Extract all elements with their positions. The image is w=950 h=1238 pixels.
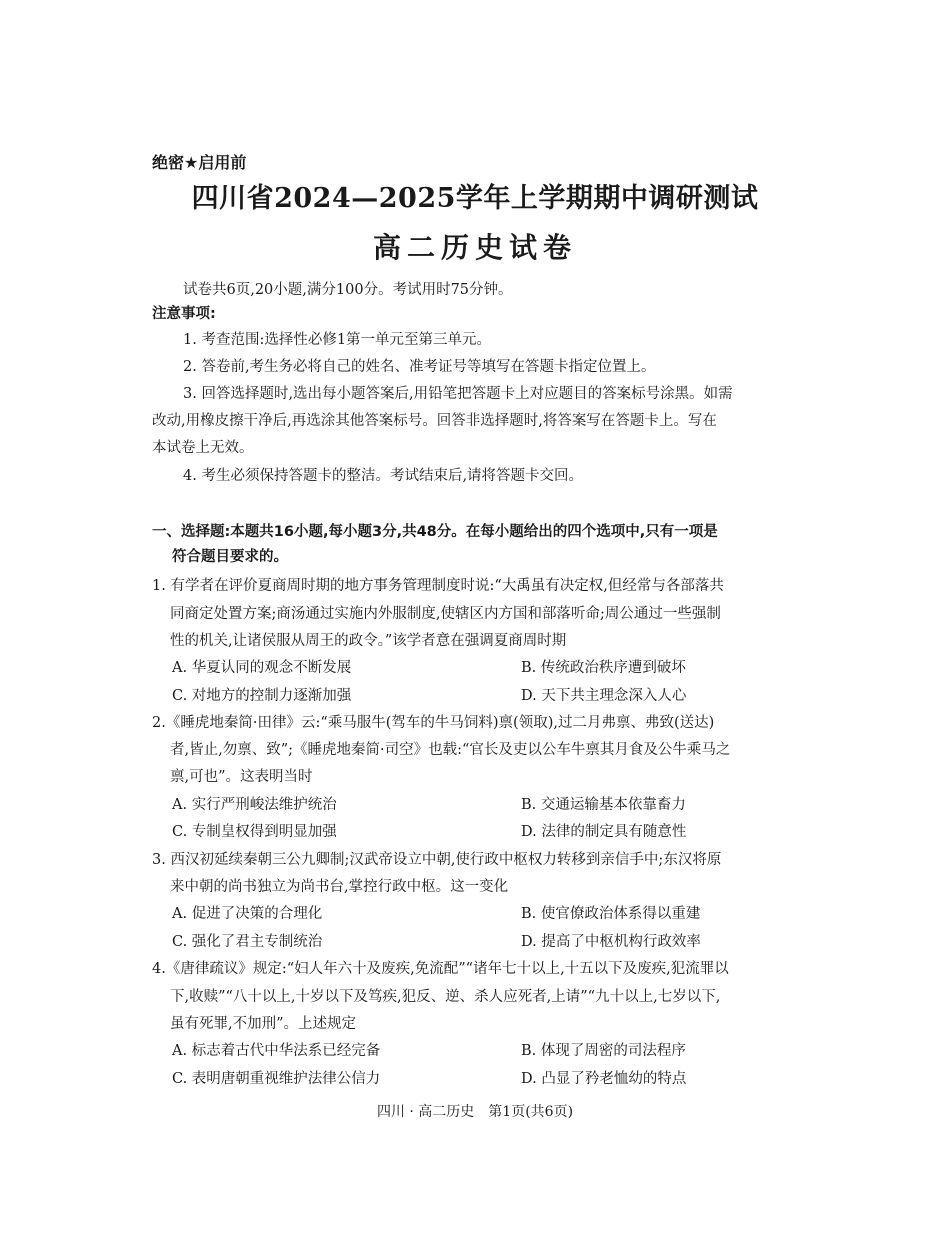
question-line: 来中朝的尚书独立为尚书台,掌控行政中枢。这一变化 (170, 879, 509, 895)
intro-text: 试卷共6页,20小题,满分100分。考试用时75分钟。 (183, 282, 513, 298)
question-line: 下,收赎”“八十以上,十岁以下及笃疾,犯反、逆、杀人应死者,上请”“九十以上,七岁以下, (170, 989, 721, 1005)
option-a: A. 实行严刑峻法维护统治 (172, 797, 337, 813)
option-d: D. 凸显了矜老恤幼的特点 (521, 1071, 687, 1087)
notice-item: 3. 回答选择题时,选出每小题答案后,用铅笔把答题卡上对应题目的答案标号涂黑。如需 (183, 386, 733, 402)
question-line: 1. 有学者在评价夏商周时期的地方事务管理制度时说:“大禹虽有决定权,但经常与各部落共 (152, 578, 724, 594)
option-a: A. 华夏认同的观念不断发展 (172, 660, 352, 676)
option-d: D. 天下共主理念深入人心 (521, 688, 687, 704)
exam-title: 四川省2024—2025学年上学期期中调研测试 (191, 183, 759, 214)
question-line: 者,皆止,勿禀、致”;《睡虎地秦简·司空》也载:“官长及吏以公车牛禀其月食及公牛乘马之 (170, 742, 731, 758)
question-line: 性的机关,让诸侯服从周王的政令。”该学者意在强调夏商周时期 (170, 633, 567, 649)
option-d: D. 提高了中枢机构行政效率 (521, 934, 701, 950)
option-b: B. 交通运输基本依靠畜力 (521, 797, 686, 813)
notice-item: 本试卷上无效。 (152, 440, 254, 456)
secret-label: 绝密★启用前 (152, 153, 247, 172)
notice-heading: 注意事项: (152, 306, 216, 322)
section-heading-cont: 符合题目要求的。 (172, 549, 288, 565)
notice-item: 改动,用橡皮擦干净后,再选涂其他答案标号。回答非选择题时,将答案写在答题卡上。写在 (152, 413, 717, 429)
option-c: C. 强化了君主专制统治 (172, 934, 323, 950)
option-b: B. 使官僚政治体系得以重建 (521, 906, 701, 922)
question-line: 2.《睡虎地秦简·田律》云:“乘马服牛(驾车的牛马饲料)禀(领取),过二月弗禀、弗致(送达) (152, 715, 715, 731)
option-a: A. 促进了决策的合理化 (172, 906, 323, 922)
option-c: C. 专制皇权得到明显加强 (172, 824, 337, 840)
notice-item: 1. 考查范围:选择性必修1第一单元至第三单元。 (183, 332, 492, 348)
notice-item: 2. 答卷前,考生务必将自己的姓名、准考证号等填写在答题卡指定位置上。 (183, 359, 656, 375)
question-line: 4.《唐律疏议》规定:“妇人年六十及废疾,免流配”“诸年七十以上,十五以下及废疾,犯流罪以 (152, 961, 729, 977)
option-d: D. 法律的制定具有随意性 (521, 824, 687, 840)
page-footer: 四川 · 高二历史 第1页(共6页) (376, 1104, 574, 1120)
exam-subtitle: 高二历史试卷 (372, 231, 577, 264)
option-c: C. 表明唐朝重视维护法律公信力 (172, 1071, 381, 1087)
question-line: 同商定处置方案;商汤通过实施内外服制度,使辖区内方国和部落听命;周公通过一些强制 (170, 606, 721, 622)
option-c: C. 对地方的控制力逐渐加强 (172, 688, 352, 704)
question-line: 3. 西汉初延续秦朝三公九卿制;汉武帝设立中朝,使行政中枢权力转移到亲信手中;东汉将原 (152, 852, 722, 868)
option-a: A. 标志着古代中华法系已经完备 (172, 1043, 381, 1059)
option-b: B. 体现了周密的司法程序 (521, 1043, 686, 1059)
notice-item: 4. 考生必须保持答题卡的整洁。考试结束后,请将答题卡交回。 (183, 468, 584, 484)
question-line: 虽有死罪,不加刑”。上述规定 (170, 1016, 357, 1032)
question-line: 禀,可也”。这表明当时 (170, 769, 313, 785)
option-b: B. 传统政治秩序遭到破坏 (521, 660, 686, 676)
section-heading: 一、选择题:本题共16小题,每小题3分,共48分。在每小题给出的四个选项中,只有一项是 (152, 524, 718, 540)
